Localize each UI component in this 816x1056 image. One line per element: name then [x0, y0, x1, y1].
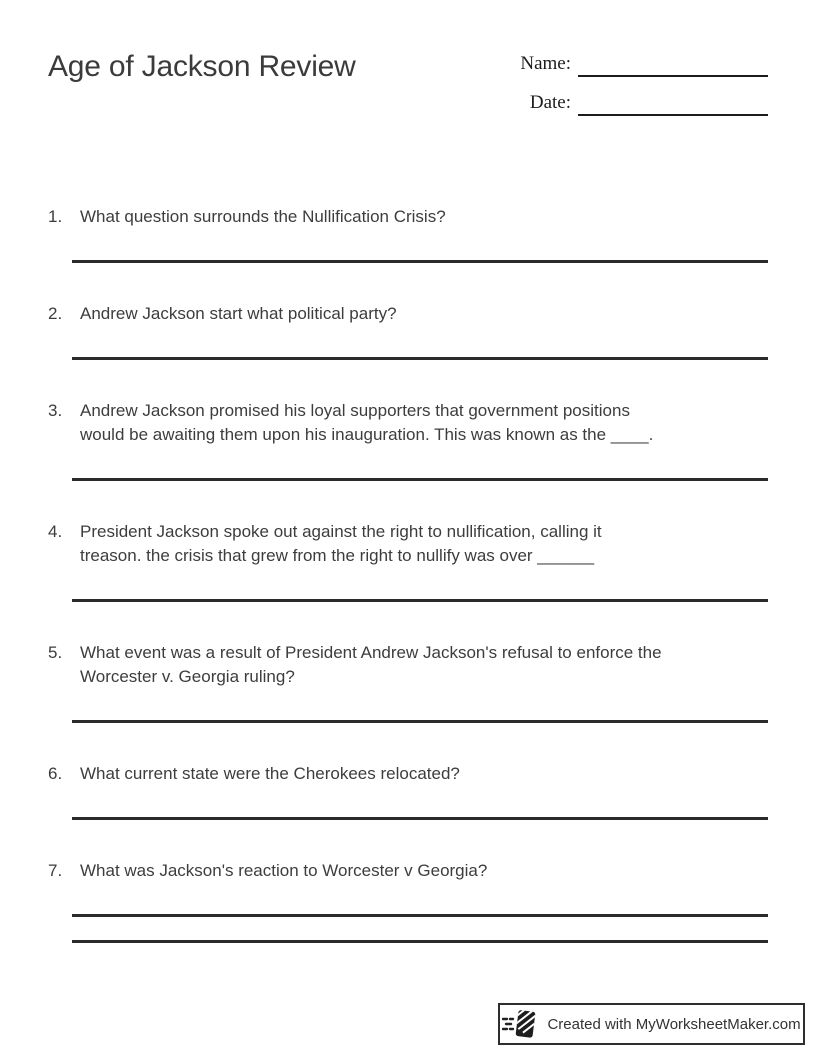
question-text-row [48, 302, 768, 326]
question-text-row [48, 399, 768, 447]
question-text [80, 302, 768, 326]
name-blank-line [578, 49, 768, 77]
question-text-row [48, 520, 768, 568]
question-item [48, 399, 768, 481]
flying-worksheet-icon [502, 1009, 538, 1039]
answer-line [72, 817, 768, 820]
name-date-block [515, 48, 768, 126]
question-number: 1. [48, 207, 63, 226]
date-row [515, 87, 768, 116]
answer-line [72, 940, 768, 943]
question-number: 6. [48, 764, 63, 783]
worksheet-maker-badge[interactable] [498, 1003, 805, 1045]
question-text-row [48, 859, 768, 883]
question-text-line: treason. the crisis that grew from the right to nullify was over ______ [80, 546, 595, 565]
answer-line [72, 720, 768, 723]
question-text-line: What event was a result of President Andrew Jackson's refusal to enforce the [80, 643, 662, 662]
question-text-line: Worcester v. Georgia ruling? [80, 667, 295, 686]
question-text-row [48, 205, 768, 229]
badge-label: Created with MyWorksheetMaker.com [547, 1015, 801, 1033]
question-item [48, 859, 768, 943]
question-number: 5. [48, 643, 63, 662]
question-item [48, 205, 768, 263]
name-row [515, 48, 768, 77]
question-number: 7. [48, 861, 63, 880]
date-label: Date: [529, 92, 571, 113]
date-blank-line [578, 88, 768, 116]
answer-line [72, 599, 768, 602]
question-item [48, 762, 768, 820]
questions-list [48, 205, 768, 982]
question-item [48, 520, 768, 602]
question-text-line: Andrew Jackson promised his loyal supporters that government positions [80, 401, 630, 420]
answer-line [72, 914, 768, 917]
question-text-line: What current state were the Cherokees relocated? [80, 764, 460, 783]
question-text-row [48, 641, 768, 689]
answer-line [72, 357, 768, 360]
question-text-row [48, 762, 768, 786]
answer-line [72, 260, 768, 263]
question-number: 2. [48, 304, 63, 323]
question-item [48, 302, 768, 360]
question-text-line: President Jackson spoke out against the right to nullification, calling it [80, 522, 602, 541]
question-number: 3. [48, 401, 63, 420]
answer-line [72, 478, 768, 481]
question-text [80, 205, 768, 229]
name-label: Name: [520, 53, 571, 74]
question-text [80, 762, 768, 786]
question-text-line: would be awaiting them upon his inauguration. This was known as the ____. [80, 425, 654, 444]
page-title: Age of Jackson Review [48, 50, 356, 83]
question-number: 4. [48, 522, 63, 541]
question-text-line: Andrew Jackson start what political party? [80, 304, 397, 323]
question-text-line: What question surrounds the Nullification Crisis? [80, 207, 446, 226]
question-text-line: What was Jackson's reaction to Worcester v Georgia? [80, 861, 488, 880]
question-text [80, 859, 768, 883]
question-text [80, 641, 768, 689]
question-text [80, 399, 768, 447]
question-item [48, 641, 768, 723]
question-text [80, 520, 768, 568]
